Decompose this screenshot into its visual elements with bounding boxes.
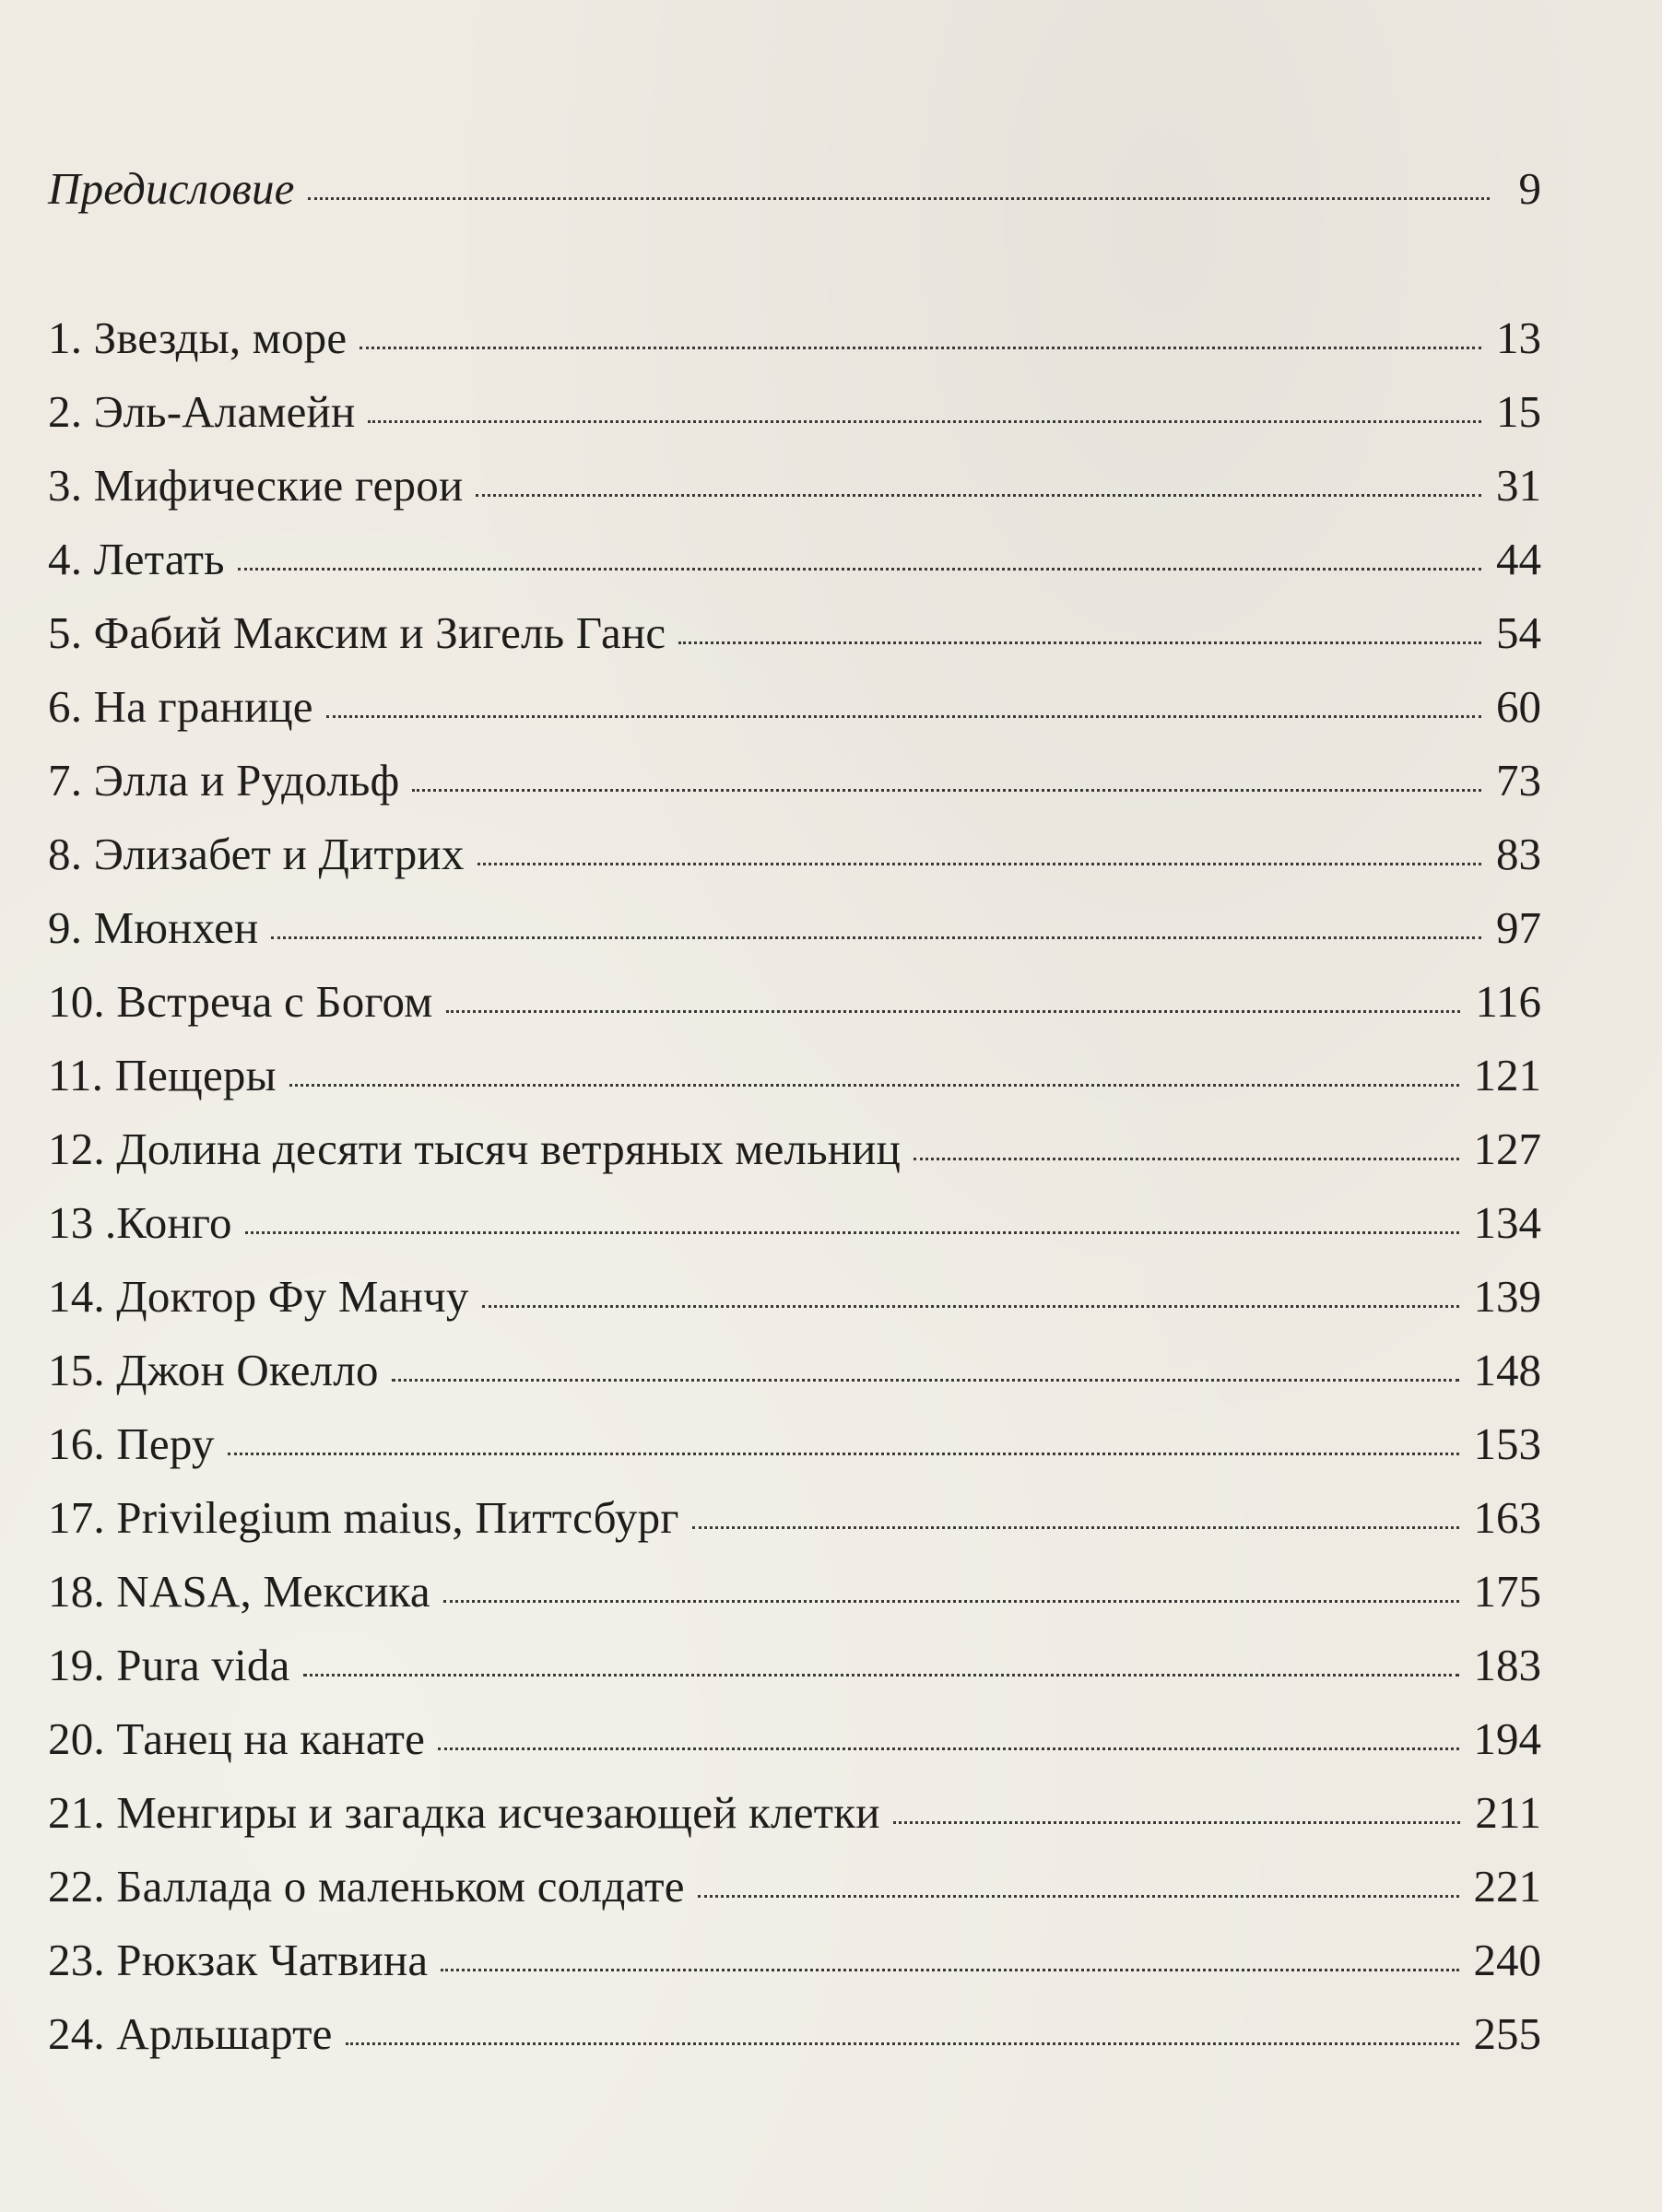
toc-entry bbox=[48, 1112, 1541, 1186]
toc-entry-page: 60 bbox=[1496, 681, 1541, 732]
toc-entry-page: 15 bbox=[1496, 386, 1541, 437]
toc-entry-title: 13 .Конго bbox=[48, 1197, 232, 1248]
toc-entry bbox=[48, 596, 1541, 670]
dot-leader bbox=[914, 1158, 1458, 1160]
toc-entry-page: 194 bbox=[1473, 1713, 1541, 1764]
dot-leader bbox=[482, 1305, 1459, 1308]
dot-leader bbox=[308, 197, 1490, 200]
toc-entry bbox=[48, 523, 1541, 596]
toc-entry bbox=[48, 1039, 1541, 1112]
dot-leader bbox=[446, 1010, 1461, 1013]
toc-entry bbox=[48, 1702, 1541, 1776]
dot-leader bbox=[443, 1600, 1459, 1603]
dot-leader bbox=[477, 863, 1481, 865]
toc-entry-page: 44 bbox=[1496, 534, 1541, 584]
toc-entry-page: 255 bbox=[1473, 2008, 1541, 2059]
toc-entry-title: 10. Встреча с Богом bbox=[48, 976, 433, 1027]
toc-entry bbox=[48, 1407, 1541, 1481]
toc-entry-page: 13 bbox=[1496, 312, 1541, 363]
toc-entry bbox=[48, 1555, 1541, 1629]
toc-entry bbox=[48, 1334, 1541, 1407]
toc-entry-title: 18. NASA, Мексика bbox=[48, 1566, 430, 1617]
toc-entry-page: 31 bbox=[1496, 460, 1541, 511]
dot-leader bbox=[238, 568, 1481, 571]
dot-leader bbox=[289, 1084, 1459, 1087]
dot-leader bbox=[441, 1969, 1458, 1971]
toc-entry bbox=[48, 1481, 1541, 1555]
toc-entry bbox=[48, 449, 1541, 523]
dot-leader bbox=[692, 1526, 1459, 1529]
toc-entry-title: 17. Privilegium maius, Питтсбург bbox=[48, 1492, 679, 1543]
toc-entry-page: 116 bbox=[1475, 976, 1541, 1027]
toc-entry-title: 24. Арльшарте bbox=[48, 2008, 333, 2059]
toc-entry bbox=[48, 891, 1541, 965]
dot-leader bbox=[303, 1674, 1459, 1677]
dot-leader bbox=[893, 1821, 1461, 1824]
dot-leader bbox=[678, 641, 1481, 644]
toc-entry bbox=[48, 1776, 1541, 1850]
dot-leader bbox=[326, 715, 1481, 718]
toc-entry-page: 221 bbox=[1473, 1861, 1541, 1912]
toc-entry-title: 12. Долина десяти тысяч ветряных мельниц bbox=[48, 1124, 902, 1174]
toc-entry-title: 19. Pura vida bbox=[48, 1640, 290, 1690]
dot-leader bbox=[360, 347, 1481, 349]
toc-entry-title: 1. Звезды, море bbox=[48, 312, 348, 363]
dot-leader bbox=[698, 1895, 1459, 1898]
toc-entry-page: 175 bbox=[1473, 1566, 1541, 1617]
dot-leader bbox=[392, 1379, 1459, 1382]
toc-entry bbox=[48, 301, 1541, 375]
toc-entry-title: 14. Доктор Фу Манчу bbox=[48, 1271, 469, 1322]
toc-entry-page: 121 bbox=[1473, 1050, 1541, 1100]
toc-entry-title: 23. Рюкзак Чатвина bbox=[48, 1935, 429, 1985]
toc-entry-title: 11. Пещеры bbox=[48, 1050, 277, 1100]
toc-entry-title: 21. Менгиры и загадка исчезающей клетки bbox=[48, 1787, 880, 1838]
toc-entry-page: 183 bbox=[1473, 1640, 1541, 1690]
toc-entry-title: 6. На границе bbox=[48, 681, 313, 732]
toc-entry bbox=[48, 818, 1541, 891]
dot-leader bbox=[228, 1453, 1459, 1455]
toc-entry bbox=[48, 1260, 1541, 1334]
toc-entry bbox=[48, 1850, 1541, 1924]
toc-entry bbox=[48, 1186, 1541, 1260]
toc-entry-title: 7. Элла и Рудольф bbox=[48, 755, 400, 806]
toc-entry-page: 139 bbox=[1473, 1271, 1541, 1322]
toc-entry-page: 97 bbox=[1496, 902, 1541, 953]
toc-entry-page: 54 bbox=[1496, 607, 1541, 658]
toc-entry bbox=[48, 965, 1541, 1039]
toc-entry-title: 5. Фабий Максим и Зигель Ганс bbox=[48, 607, 666, 658]
table-of-contents bbox=[48, 152, 1541, 2071]
dot-leader bbox=[245, 1231, 1459, 1234]
toc-entry-page: 163 bbox=[1473, 1492, 1541, 1543]
toc-entry-title: 15. Джон Окелло bbox=[48, 1345, 379, 1395]
toc-entry-title: 3. Мифические герои bbox=[48, 460, 464, 511]
toc-entry bbox=[48, 670, 1541, 744]
dot-leader bbox=[346, 2042, 1459, 2045]
dot-leader bbox=[271, 936, 1481, 939]
dot-leader bbox=[476, 494, 1481, 497]
toc-entry-page: 9 bbox=[1518, 163, 1541, 214]
toc-entry bbox=[48, 1629, 1541, 1702]
toc-entry-page: 153 bbox=[1473, 1418, 1541, 1469]
toc-entry bbox=[48, 1924, 1541, 1997]
toc-entry-title: 2. Эль-Аламейн bbox=[48, 386, 356, 437]
toc-entry-title: 8. Элизабет и Дитрих bbox=[48, 829, 465, 879]
dot-leader bbox=[368, 420, 1481, 423]
toc-entry bbox=[48, 744, 1541, 818]
toc-entry-page: 83 bbox=[1496, 829, 1541, 879]
toc-entry-page: 148 bbox=[1473, 1345, 1541, 1395]
toc-entry-preface bbox=[48, 152, 1541, 226]
toc-entry bbox=[48, 1997, 1541, 2071]
toc-entry bbox=[48, 375, 1541, 449]
dot-leader bbox=[412, 789, 1481, 792]
toc-entry-page: 211 bbox=[1475, 1787, 1541, 1838]
toc-entry-page: 127 bbox=[1473, 1124, 1541, 1174]
toc-entry-title: 4. Летать bbox=[48, 534, 225, 584]
toc-entry-title: 20. Танец на канате bbox=[48, 1713, 426, 1764]
toc-entry-page: 240 bbox=[1473, 1935, 1541, 1985]
toc-entry-page: 134 bbox=[1473, 1197, 1541, 1248]
toc-entry-title: 16. Перу bbox=[48, 1418, 215, 1469]
dot-leader bbox=[438, 1747, 1458, 1750]
toc-entry-title: 9. Мюнхен bbox=[48, 902, 259, 953]
toc-entry-title: 22. Баллада о маленьком солдате bbox=[48, 1861, 685, 1912]
toc-entry-page: 73 bbox=[1496, 755, 1541, 806]
toc-entry-title: Предисловие bbox=[48, 163, 295, 214]
